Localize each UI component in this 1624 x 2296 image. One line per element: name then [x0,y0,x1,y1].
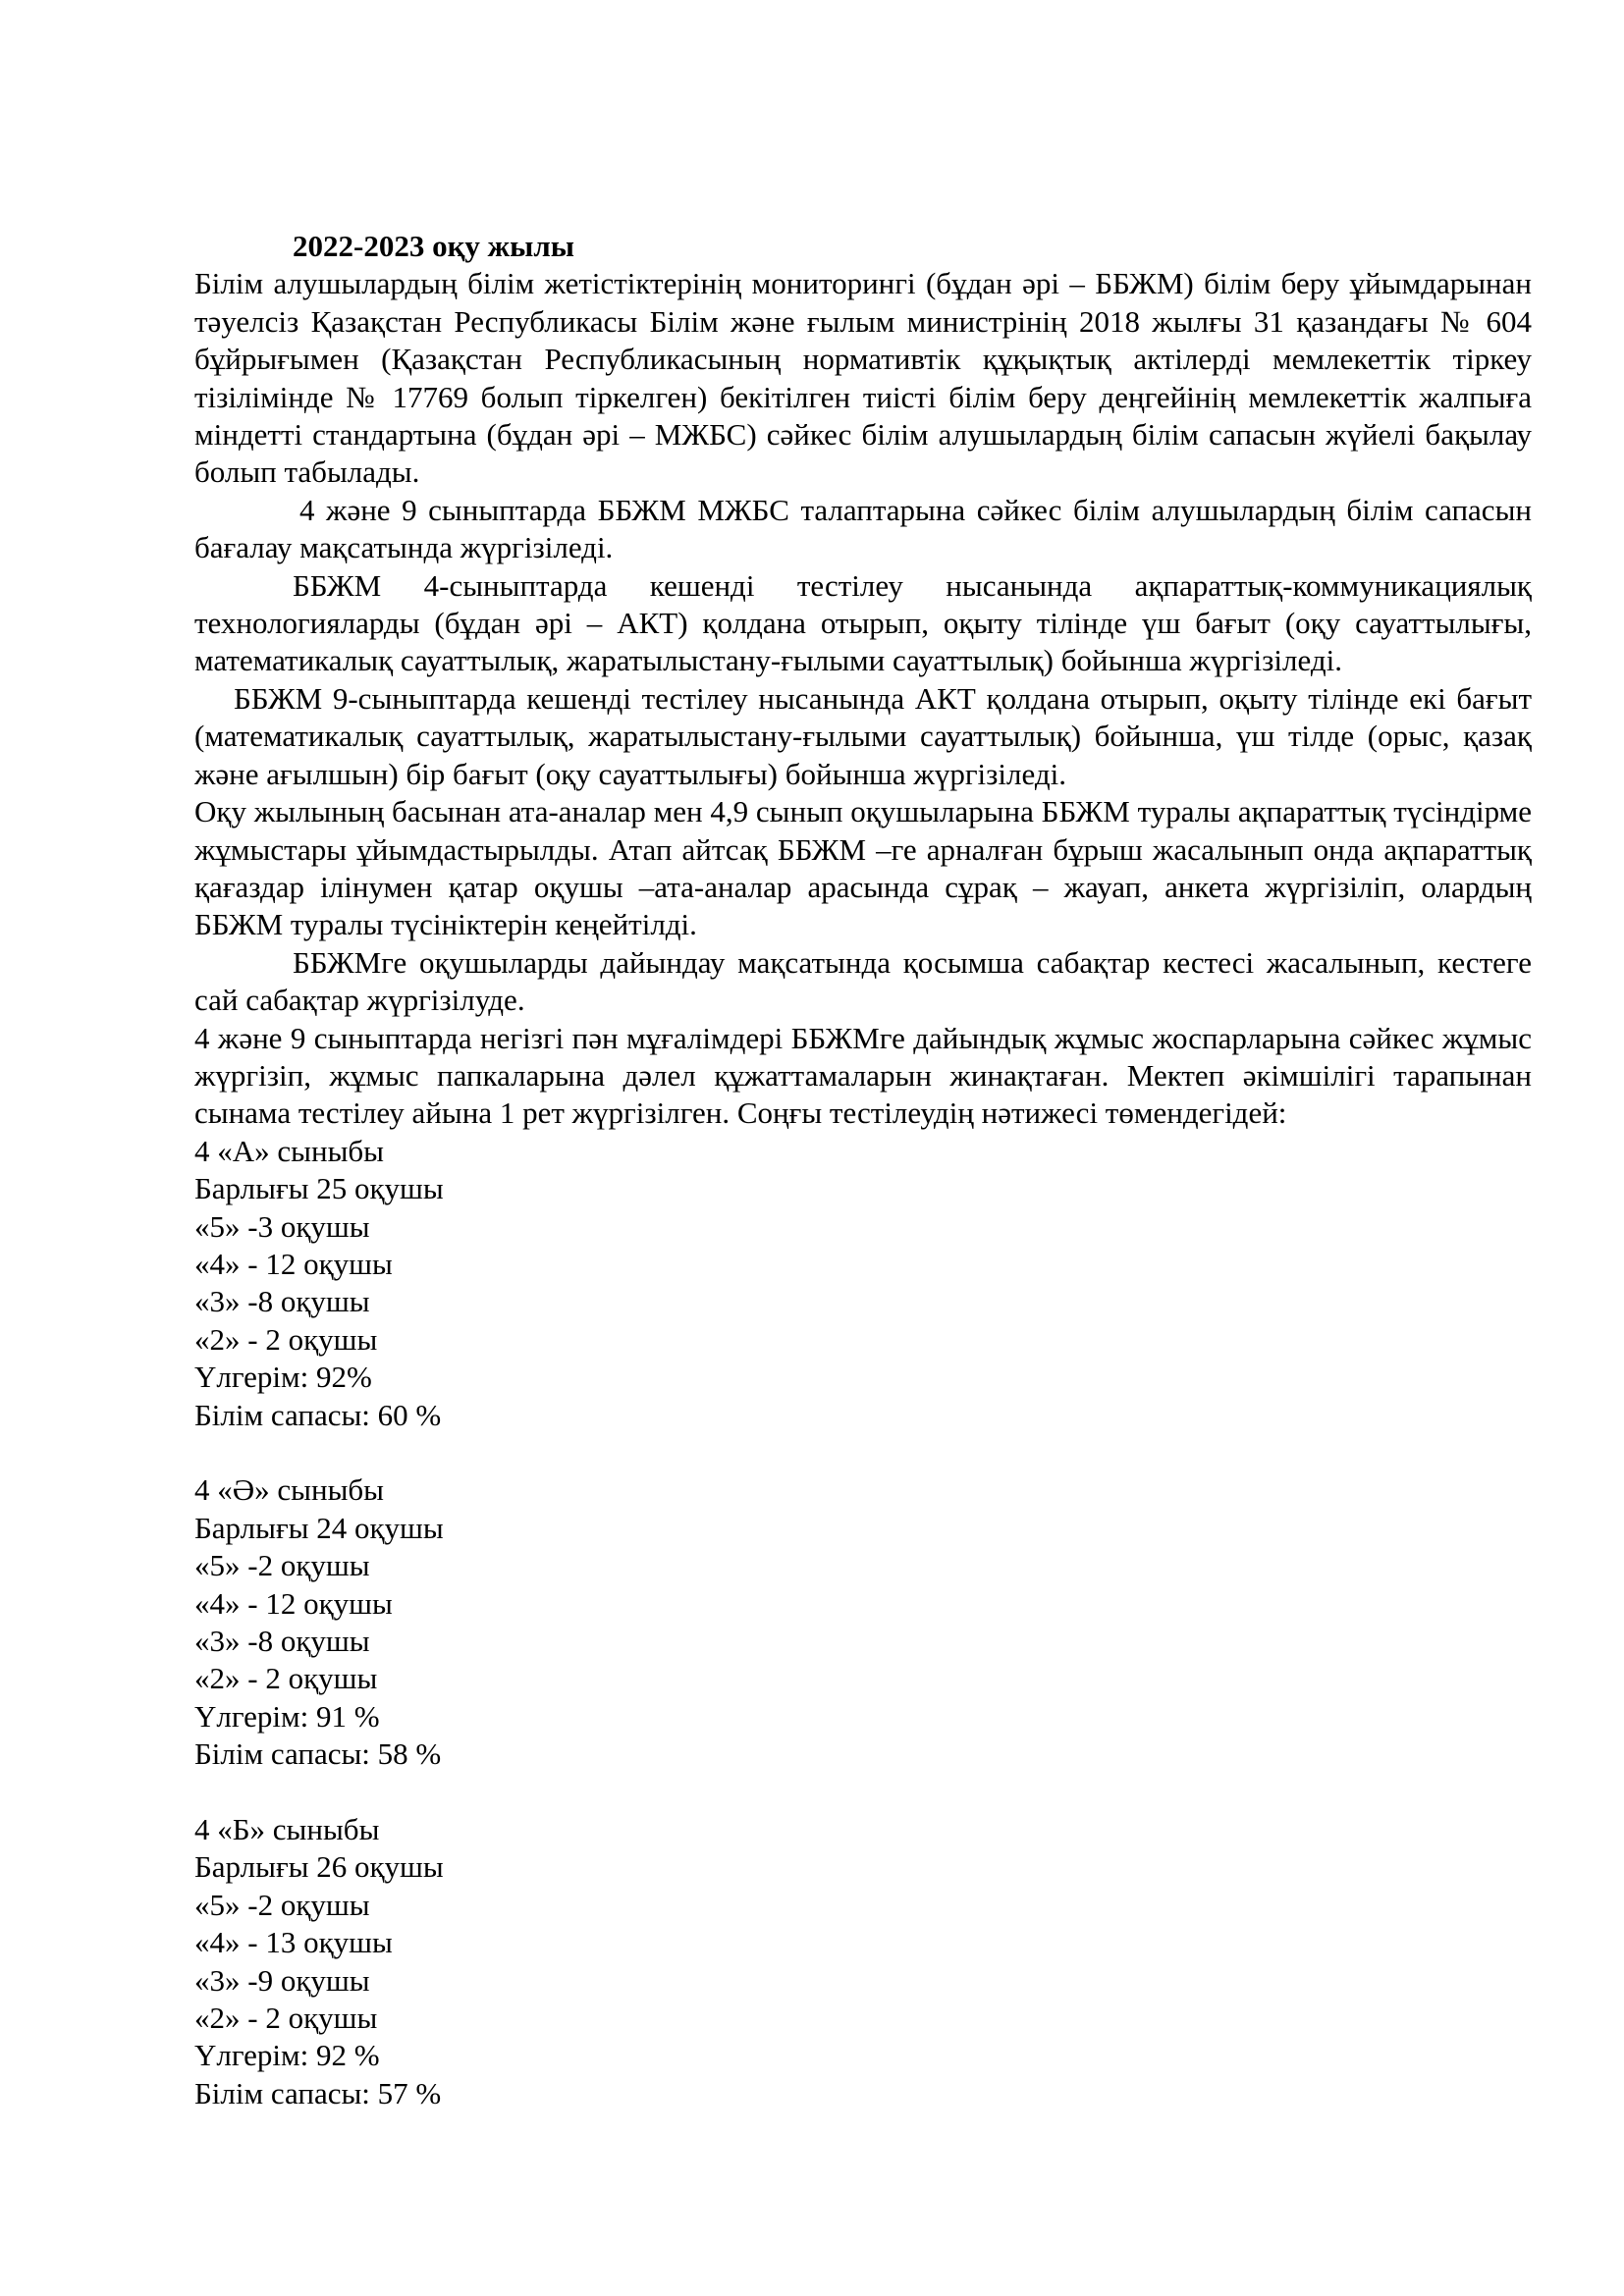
paragraph-5: Оқу жылының басынан ата-аналар мен 4,9 сынып оқушыларына ББЖМ туралы ақпараттық түсіндірме жұмыстары ұйымдастырылды. Атап айтсақ ББЖМ –ге арналған бұрыш жасалынып онда ақпараттық қағаздар ілінумен қатар оқушы –ата-аналар арасында сұрақ – жауап, анкета жүргізіліп, олардың ББЖМ туралы түсініктерін кеңейтілді. [194,794,1532,942]
grade-5-count: «5» -3 оқушы [194,1208,370,1244]
paragraph-7: 4 және 9 сыныптарда негізгі пән мұғалімдері ББЖМге дайындық жұмыс жоспарларына сәйкес жұмыс жүргізіп, жұмыс папкаларына дәлел құжаттамаларын жинақтаған. Мектеп әкімшілігі тарапынан сынама тестілеу айына 1 рет жүргізілген. Соңғы тестілеудің нәтижесі төмендегідей: [194,1020,1532,1131]
class-total: Барлығы 26 оқушы [194,1849,444,1885]
grade-2-count: «2» - 2 оқушы [194,1661,378,1696]
grade-2-count: «2» - 2 оқушы [194,1321,378,1357]
grade-4-count: «4» - 12 оқушы [194,1246,393,1281]
quality-rate: Білім сапасы: 60 % [194,1397,442,1432]
grade-3-count: «3» -8 оқушы [194,1284,370,1319]
grade-4-count: «4» - 13 оқушы [194,1925,393,1960]
grade-3-count: «3» -8 оқушы [194,1624,370,1659]
document-title: 2022-2023 оқу жылы [293,229,574,263]
class-total: Барлығы 25 оқушы [194,1171,444,1206]
class-total: Барлығы 24 оқушы [194,1510,444,1545]
class-results-4b [194,1811,1532,2112]
grade-3-count: «3» -9 оқушы [194,1962,370,1998]
class-results-4ae [194,1471,1532,1773]
paragraph-2: 4 және 9 сыныптарда ББЖМ МЖБС талаптарына сәйкес білім алушылардың білім сапасын бағалау мақсатында жүргізіледі. [194,492,1532,565]
spacer [194,1774,1532,1811]
paragraph-3: ББЖМ 4-сыныптарда кешенді тестілеу нысанында ақпараттық-коммуникациялық технологияларды (бұдан әрі – АКТ) қолдана отырып, оқыту тілінде үш бағыт (оқу сауаттылығы, математикалық сауаттылық, жаратылыстану-ғылыми сауаттылық) бойынша жүргізіледі. [194,567,1532,678]
progress-rate: Үлгерім: 91 % [194,1698,380,1734]
paragraph-4: ББЖМ 9-сыныптарда кешенді тестілеу нысанында АКТ қолдана отырып, оқыту тілінде екі бағыт (математикалық сауаттылық, жаратылыстану-ғылыми сауаттылық) бойынша, үш тілде (орыс, қазақ және ағылшын) бір бағыт (оқу сауаттылығы) бойынша жүргізіледі. [194,680,1532,791]
document-body [194,228,1532,2112]
class-name: 4 «А» сыныбы [194,1133,384,1168]
grade-4-count: «4» - 12 оқушы [194,1585,393,1621]
quality-rate: Білім сапасы: 58 % [194,1736,442,1772]
class-results-4a [194,1133,1532,1434]
grade-2-count: «2» - 2 оқушы [194,2001,378,2036]
class-name: 4 «Ә» сыныбы [194,1472,384,1508]
grade-5-count: «5» -2 оқушы [194,1887,370,1922]
progress-rate: Үлгерім: 92 % [194,2038,380,2073]
spacer [194,1434,1532,1471]
paragraph-1: Білім алушылардың білім жетістіктерінің мониторингі (бұдан әрі – ББЖМ) білім беру ұйымдарынан тәуелсіз Қазақстан Республикасы Білім және ғылым министрінің 2018 жылғы 31 қазандағы № 604 бұйрығымен (Қазақстан Республикасының нормативтік құқықтық актілерді мемлекеттік тіркеу тізілімінде № 17769 болып тіркелген) бекітілген тиісті білім беру деңгейінің мемлекеттік жалпыға міндетті стандартына (бұдан әрі – МЖБС) сәйкес білім алушылардың білім сапасын жүйелі бақылау болып табылады. [194,266,1532,490]
grade-5-count: «5» -2 оқушы [194,1548,370,1583]
class-name: 4 «Б» сыныбы [194,1812,380,1847]
paragraph-6: ББЖМге оқушыларды дайындау мақсатында қосымша сабақтар кестесі жасалынып, кестеге сай сабақтар жүргізілуде. [194,944,1532,1018]
progress-rate: Үлгерім: 92% [194,1360,372,1395]
quality-rate: Білім сапасы: 57 % [194,2075,442,2110]
